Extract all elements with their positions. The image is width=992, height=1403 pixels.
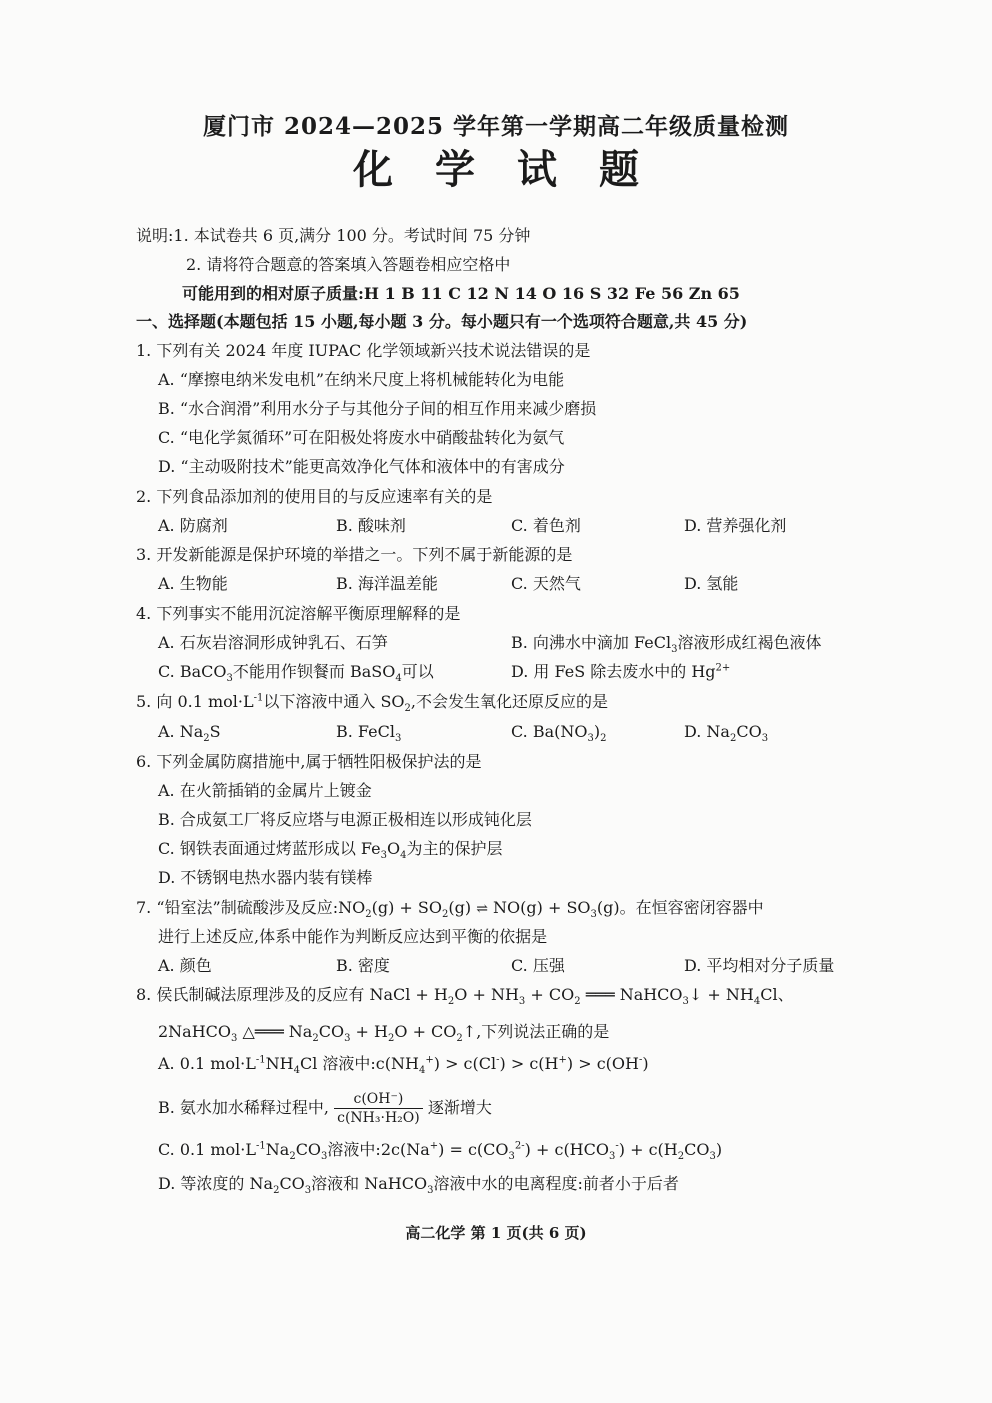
q2-option-b: B. 酸味剂 (336, 516, 406, 535)
q8-option-b: B. 氨水加水稀释过程中, $\frac{c(OH^-)}{\text{c(NH₃·H₂O)}}$ 逐渐增大 (158, 1091, 492, 1126)
q3-option-c: C. 天然气 (511, 574, 581, 593)
q6-option-d: D. 不锈钢电热水器内装有镁棒 (158, 868, 373, 887)
q6-option-a: A. 在火箭插销的金属片上镀金 (158, 781, 372, 800)
q3-stem: 3. 开发新能源是保护环境的举措之一。下列不属于新能源的是 (136, 545, 573, 564)
page-footer: 高二化学 第 1 页(共 6 页) (405, 1224, 587, 1242)
concentration-fraction: $\frac{c(OH^-)}{\text{c(NH₃·H₂O)}}$ (334, 1090, 423, 1127)
q4-option-a: A. 石灰岩溶洞形成钟乳石、石笋 (158, 633, 388, 652)
q8-option-a: A. 0.1 $mol\cdot L^{-1}NH_4Cl$ 溶液中$:c(NH_4^+) > c(Cl^-) > c(H^+) > c(OH^-)$ (158, 1054, 649, 1077)
q8-option-c: C. 0.1 $mol\cdot L^{-1}Na_2CO_3$溶液中:2c(Na+) = $c(CO_3^{2-}) + c(HCO_3^-) + c(H_2CO_3)$ (158, 1140, 723, 1163)
q5-option-a: A. $Na_2S$ (158, 722, 221, 745)
q8-stem-line1: 8. 侯氏制碱法原理涉及的反应有 NaCl + $H_2O + NH_3 + CO_2$ ═══ NaHCO$_3$↓ + $NH_4Cl$、 (136, 985, 794, 1008)
q7-option-a: A. 颜色 (158, 956, 212, 975)
q7-stem-line1: 7. “铅室法”制硫酸涉及反应$:NO_2(g) + SO_2(g)$ ⇌ $NO(g) + SO_3(g)$。在恒容密闭容器中 (136, 898, 764, 921)
q1-stem: 1. 下列有关 2024 年度 IUPAC 化学领域新兴技术说法错误的是 (136, 341, 591, 360)
q3-option-d: D. 氢能 (684, 574, 739, 593)
q2-option-d: D. 营养强化剂 (684, 516, 787, 535)
q7-option-c: C. 压强 (511, 956, 565, 975)
q4-option-b: B. 向沸水中滴加 FeCl$_3$溶液形成红褐色液体 (511, 633, 822, 656)
q3-option-b: B. 海洋温差能 (336, 574, 438, 593)
q5-option-d: D. $Na_2CO_3$ (684, 722, 769, 745)
note-2: 2. 请将符合题意的答案填入答题卷相应空格中 (186, 255, 511, 274)
section-heading: 一、选择题(本题包括 15 小题,每小题 3 分。每小题只有一个选项符合题意,共 45 分) (136, 312, 748, 331)
q4-option-d: D. 用 FeS 除去废水中的 $Hg^{2+}$ (511, 662, 731, 681)
q6-stem: 6. 下列金属防腐措施中,属于牺牲阳极保护法的是 (136, 752, 482, 771)
q5-option-b: B. FeCl$_3$ (336, 722, 402, 745)
exam-title: 厦门市 2024—2025 学年第一学期高二年级质量检测 (202, 113, 790, 140)
q3-option-a: A. 生物能 (158, 574, 228, 593)
q6-option-b: B. 合成氨工厂将反应塔与电源正极相连以形成钝化层 (158, 810, 532, 829)
q2-option-c: C. 着色剂 (511, 516, 581, 535)
q6-option-c: C. 钢铁表面通过烤蓝形成以 $Fe_3O_4$为主的保护层 (158, 839, 503, 862)
q4-stem: 4. 下列事实不能用沉淀溶解平衡原理解释的是 (136, 604, 461, 623)
q1-option-c: C. “电化学氮循环”可在阳极处将废水中硝酸盐转化为氨气 (158, 428, 565, 447)
q2-option-a: A. 防腐剂 (158, 516, 228, 535)
q7-stem-line2: 进行上述反应,体系中能作为判断反应达到平衡的依据是 (158, 927, 548, 946)
q4-option-c: C. BaCO$_3$不能用作钡餐而 BaSO$_4$可以 (158, 662, 434, 685)
exam-subject: 化学试题 (353, 146, 681, 193)
q2-stem: 2. 下列食品添加剂的使用目的与反应速率有关的是 (136, 487, 493, 506)
reaction-equals: ═══ (585, 985, 615, 1004)
equilibrium-arrow: ⇌ (476, 901, 488, 917)
q7-option-b: B. 密度 (336, 956, 390, 975)
note-1: 说明:1. 本试卷共 6 页,满分 100 分。考试时间 75 分钟 (136, 226, 531, 245)
q8-option-d: D. 等浓度的 $Na_2CO_3$溶液和 NaHCO$_3$溶液中水的电离程度:前者小于后者 (158, 1174, 679, 1197)
atomic-masses: 可能用到的相对原子质量:H 1 B 11 C 12 N 14 O 16 S 32 Fe 56 Zn 65 (182, 284, 740, 303)
q7-option-d: D. 平均相对分子质量 (684, 956, 835, 975)
q1-option-d: D. “主动吸附技术”能更高效净化气体和液体中的有害成分 (158, 457, 565, 476)
q8-stem-line2: 2NaHCO$_3$ △═══ $Na_2CO_3 + H_2O$ + $CO_2↑$,下列说法正确的是 (158, 1022, 610, 1045)
q1-option-b: B. “水合润滑”利用水分子与其他分子间的相互作用来减少磨损 (158, 399, 597, 418)
q1-option-a: A. “摩擦电纳米发电机”在纳米尺度上将机械能转化为电能 (158, 370, 565, 389)
q5-option-c: C. $Ba(NO_3)_2$ (511, 722, 607, 745)
heat-equals: △═══ (242, 1022, 284, 1041)
q5-stem: 5. 向 0.1 $mol\cdot L^{-1}$以下溶液中通入 $SO_2$,不会发生氧化还原反应的是 (136, 692, 608, 715)
